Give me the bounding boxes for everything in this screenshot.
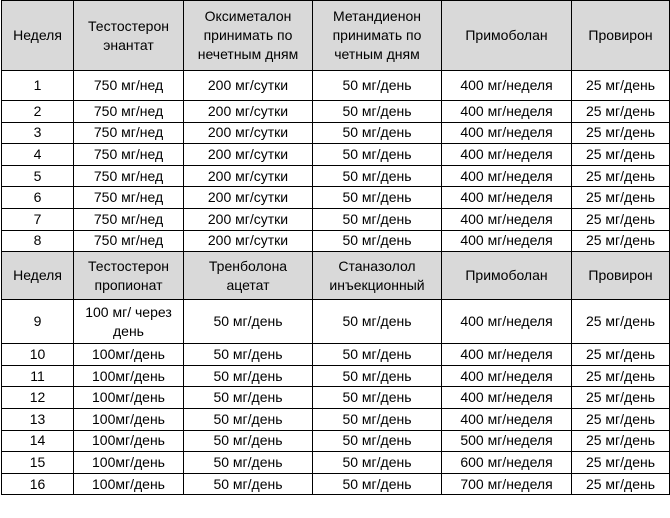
table-cell: 50 мг/день [313, 165, 442, 187]
table-cell: 750 мг/нед [74, 122, 184, 144]
column-header: Неделя [2, 1, 74, 71]
table-row [2, 344, 670, 366]
table-cell: 11 [2, 365, 74, 387]
table-row [2, 101, 670, 123]
table-cell: 50 мг/день [313, 122, 442, 144]
table-row [2, 187, 670, 209]
table-row [2, 365, 670, 387]
table-cell: 2 [2, 101, 74, 123]
table-cell: 50 мг/день [184, 452, 313, 474]
table-cell: 200 мг/сутки [184, 165, 313, 187]
table-row [2, 408, 670, 430]
table-cell: 1 [2, 71, 74, 101]
column-header: Примоболан [442, 252, 572, 300]
table-cell: 50 мг/день [184, 387, 313, 409]
table-row [2, 430, 670, 452]
table-cell: 50 мг/день [184, 365, 313, 387]
table-cell: 700 мг/неделя [442, 473, 572, 495]
table-cell: 5 [2, 165, 74, 187]
table-cell: 25 мг/день [572, 344, 670, 366]
table-cell: 25 мг/день [572, 187, 670, 209]
table-cell: 750 мг/нед [74, 101, 184, 123]
table-cell: 400 мг/неделя [442, 408, 572, 430]
table-cell: 200 мг/сутки [184, 144, 313, 166]
table-cell: 15 [2, 452, 74, 474]
table-row [2, 144, 670, 166]
table-cell: 25 мг/день [572, 387, 670, 409]
table-row [2, 165, 670, 187]
table-cell: 25 мг/день [572, 71, 670, 101]
table-cell: 400 мг/неделя [442, 187, 572, 209]
table1-header-row [2, 1, 670, 71]
table-cell: 9 [2, 300, 74, 344]
table-row [2, 300, 670, 344]
table-cell: 7 [2, 208, 74, 230]
table-row [2, 452, 670, 474]
table-cell: 50 мг/день [313, 71, 442, 101]
column-header: Провирон [572, 252, 670, 300]
column-header: Тестостерон пропионат [74, 252, 184, 300]
table-cell: 400 мг/неделя [442, 101, 572, 123]
table-cell: 100мг/день [74, 365, 184, 387]
table-cell: 50 мг/день [313, 300, 442, 344]
table-cell: 200 мг/сутки [184, 230, 313, 252]
table-cell: 50 мг/день [184, 473, 313, 495]
table-cell: 100мг/день [74, 473, 184, 495]
table-cell: 50 мг/день [313, 208, 442, 230]
table-cell: 25 мг/день [572, 101, 670, 123]
table-cell: 750 мг/нед [74, 208, 184, 230]
table-cell: 16 [2, 473, 74, 495]
table-cell: 50 мг/день [313, 230, 442, 252]
table-cell: 100мг/день [74, 387, 184, 409]
column-header: Оксиметалон принимать по нечетным дням [184, 1, 313, 71]
table-cell: 25 мг/день [572, 365, 670, 387]
table-cell: 200 мг/сутки [184, 208, 313, 230]
table-cell: 400 мг/неделя [442, 230, 572, 252]
table-cell: 6 [2, 187, 74, 209]
table-cell: 8 [2, 230, 74, 252]
table-cell: 25 мг/день [572, 144, 670, 166]
table-cell: 25 мг/день [572, 408, 670, 430]
table-cell: 750 мг/нед [74, 165, 184, 187]
table-cell: 100мг/день [74, 452, 184, 474]
column-header: Станазолол инъекционный [313, 252, 442, 300]
table-cell: 4 [2, 144, 74, 166]
table2-header-row [2, 252, 670, 300]
table-cell: 400 мг/неделя [442, 344, 572, 366]
table-cell: 50 мг/день [313, 408, 442, 430]
table-cell: 400 мг/неделя [442, 365, 572, 387]
column-header: Тренболона ацетат [184, 252, 313, 300]
table-cell: 25 мг/день [572, 300, 670, 344]
table-cell: 200 мг/сутки [184, 101, 313, 123]
table-cell: 25 мг/день [572, 122, 670, 144]
table-cell: 400 мг/неделя [442, 122, 572, 144]
table-cell: 25 мг/день [572, 165, 670, 187]
table-cell: 25 мг/день [572, 230, 670, 252]
table-cell: 50 мг/день [313, 365, 442, 387]
table-cell: 50 мг/день [313, 187, 442, 209]
table-row [2, 208, 670, 230]
table-cell: 50 мг/день [313, 473, 442, 495]
table-cell: 50 мг/день [184, 344, 313, 366]
table-cell: 50 мг/день [313, 430, 442, 452]
table-cell: 50 мг/день [184, 408, 313, 430]
table-cell: 25 мг/день [572, 208, 670, 230]
table-row [2, 122, 670, 144]
table-cell: 400 мг/неделя [442, 165, 572, 187]
table-cell: 750 мг/нед [74, 144, 184, 166]
table-row [2, 71, 670, 101]
table-cell: 600 мг/неделя [442, 452, 572, 474]
table-cell: 750 мг/нед [74, 230, 184, 252]
table-cell: 100 мг/ через день [74, 300, 184, 344]
table-cell: 500 мг/неделя [442, 430, 572, 452]
table-cell: 200 мг/сутки [184, 187, 313, 209]
cycle-table [1, 0, 670, 495]
cycle-table-body [2, 1, 670, 495]
table-cell: 400 мг/неделя [442, 208, 572, 230]
table-cell: 50 мг/день [313, 144, 442, 166]
table-cell: 13 [2, 408, 74, 430]
table-cell: 750 мг/нед [74, 71, 184, 101]
table-cell: 100мг/день [74, 344, 184, 366]
table-cell: 25 мг/день [572, 473, 670, 495]
table-cell: 400 мг/неделя [442, 300, 572, 344]
table-row [2, 473, 670, 495]
table-row [2, 230, 670, 252]
table-cell: 200 мг/сутки [184, 122, 313, 144]
table-cell: 50 мг/день [184, 430, 313, 452]
table-cell: 50 мг/день [313, 101, 442, 123]
table-cell: 750 мг/нед [74, 187, 184, 209]
table-cell: 200 мг/сутки [184, 71, 313, 101]
column-header: Тестостерон энантат [74, 1, 184, 71]
table-row [2, 387, 670, 409]
table-cell: 50 мг/день [313, 387, 442, 409]
column-header: Провирон [572, 1, 670, 71]
table-cell: 25 мг/день [572, 452, 670, 474]
table-cell: 400 мг/неделя [442, 71, 572, 101]
table-cell: 400 мг/неделя [442, 144, 572, 166]
column-header: Метандиенон принимать по четным дням [313, 1, 442, 71]
table-cell: 12 [2, 387, 74, 409]
table-cell: 3 [2, 122, 74, 144]
table-cell: 10 [2, 344, 74, 366]
table-cell: 25 мг/день [572, 430, 670, 452]
table-cell: 100мг/день [74, 430, 184, 452]
column-header: Неделя [2, 252, 74, 300]
column-header: Примоболан [442, 1, 572, 71]
table-cell: 400 мг/неделя [442, 387, 572, 409]
table-cell: 14 [2, 430, 74, 452]
table-cell: 50 мг/день [313, 344, 442, 366]
table-cell: 50 мг/день [184, 300, 313, 344]
table-cell: 50 мг/день [313, 452, 442, 474]
table-cell: 100мг/день [74, 408, 184, 430]
